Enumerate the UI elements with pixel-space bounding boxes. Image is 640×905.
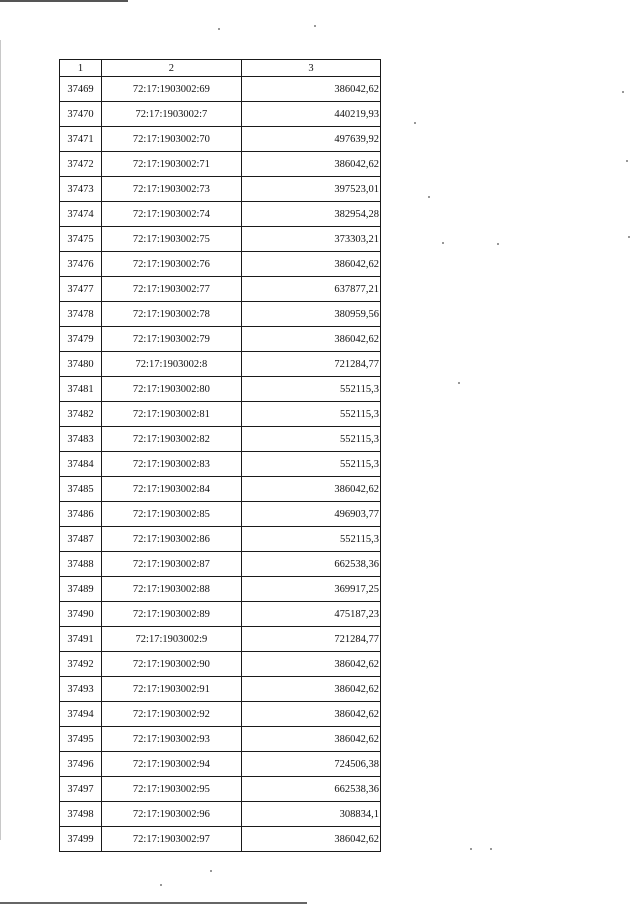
cadastral-number-cell: 72:17:1903002:71 bbox=[101, 152, 241, 177]
cadastral-number-cell: 72:17:1903002:76 bbox=[101, 252, 241, 277]
row-number-cell: 37476 bbox=[60, 252, 102, 277]
table-row bbox=[60, 352, 381, 377]
row-number-cell: 37477 bbox=[60, 277, 102, 302]
column-header-1: 1 bbox=[60, 60, 102, 77]
cadastral-number-cell: 72:17:1903002:90 bbox=[101, 652, 241, 677]
scan-speck bbox=[458, 382, 460, 384]
scan-speck bbox=[210, 870, 212, 872]
cadastral-number-cell: 72:17:1903002:83 bbox=[101, 452, 241, 477]
table-row bbox=[60, 602, 381, 627]
cadastral-number-cell: 72:17:1903002:70 bbox=[101, 127, 241, 152]
table-body bbox=[60, 77, 381, 852]
value-cell: 552115,3 bbox=[241, 452, 380, 477]
cadastral-number-cell: 72:17:1903002:86 bbox=[101, 527, 241, 552]
table-row bbox=[60, 777, 381, 802]
cadastral-number-cell: 72:17:1903002:81 bbox=[101, 402, 241, 427]
value-cell: 386042,62 bbox=[241, 677, 380, 702]
row-number-cell: 37478 bbox=[60, 302, 102, 327]
row-number-cell: 37475 bbox=[60, 227, 102, 252]
scan-speck bbox=[218, 28, 220, 30]
value-cell: 386042,62 bbox=[241, 727, 380, 752]
cadastral-number-cell: 72:17:1903002:82 bbox=[101, 427, 241, 452]
cadastral-number-cell: 72:17:1903002:77 bbox=[101, 277, 241, 302]
table-row bbox=[60, 252, 381, 277]
scan-speck bbox=[622, 91, 624, 93]
value-cell: 386042,62 bbox=[241, 702, 380, 727]
value-cell: 552115,3 bbox=[241, 402, 380, 427]
value-cell: 552115,3 bbox=[241, 377, 380, 402]
value-cell: 721284,77 bbox=[241, 627, 380, 652]
cadastral-number-cell: 72:17:1903002:94 bbox=[101, 752, 241, 777]
value-cell: 397523,01 bbox=[241, 177, 380, 202]
value-cell: 308834,1 bbox=[241, 802, 380, 827]
value-cell: 386042,62 bbox=[241, 652, 380, 677]
table-row bbox=[60, 452, 381, 477]
scan-edge-top bbox=[0, 0, 128, 2]
cadastral-number-cell: 72:17:1903002:92 bbox=[101, 702, 241, 727]
table-row bbox=[60, 177, 381, 202]
cadastral-number-cell: 72:17:1903002:7 bbox=[101, 102, 241, 127]
scan-edge-left bbox=[0, 40, 1, 840]
value-cell: 440219,93 bbox=[241, 102, 380, 127]
table-row bbox=[60, 677, 381, 702]
table-row bbox=[60, 652, 381, 677]
row-number-cell: 37498 bbox=[60, 802, 102, 827]
scan-speck bbox=[628, 236, 630, 238]
row-number-cell: 37471 bbox=[60, 127, 102, 152]
table-row bbox=[60, 502, 381, 527]
scan-speck bbox=[470, 848, 472, 850]
cadastral-value-table bbox=[59, 59, 381, 852]
value-cell: 552115,3 bbox=[241, 527, 380, 552]
table-row bbox=[60, 77, 381, 102]
row-number-cell: 37496 bbox=[60, 752, 102, 777]
row-number-cell: 37469 bbox=[60, 77, 102, 102]
row-number-cell: 37490 bbox=[60, 602, 102, 627]
row-number-cell: 37495 bbox=[60, 727, 102, 752]
table-row bbox=[60, 427, 381, 452]
row-number-cell: 37472 bbox=[60, 152, 102, 177]
cadastral-number-cell: 72:17:1903002:95 bbox=[101, 777, 241, 802]
value-cell: 386042,62 bbox=[241, 827, 380, 852]
value-cell: 369917,25 bbox=[241, 577, 380, 602]
cadastral-number-cell: 72:17:1903002:84 bbox=[101, 477, 241, 502]
value-cell: 662538,36 bbox=[241, 777, 380, 802]
value-cell: 386042,62 bbox=[241, 252, 380, 277]
scan-speck bbox=[314, 25, 316, 27]
value-cell: 637877,21 bbox=[241, 277, 380, 302]
cadastral-number-cell: 72:17:1903002:80 bbox=[101, 377, 241, 402]
value-cell: 386042,62 bbox=[241, 477, 380, 502]
cadastral-number-cell: 72:17:1903002:74 bbox=[101, 202, 241, 227]
row-number-cell: 37482 bbox=[60, 402, 102, 427]
value-cell: 380959,56 bbox=[241, 302, 380, 327]
scan-speck bbox=[490, 848, 492, 850]
table-row bbox=[60, 702, 381, 727]
row-number-cell: 37474 bbox=[60, 202, 102, 227]
row-number-cell: 37499 bbox=[60, 827, 102, 852]
table-row bbox=[60, 577, 381, 602]
value-cell: 386042,62 bbox=[241, 327, 380, 352]
column-header-3: 3 bbox=[241, 60, 380, 77]
row-number-cell: 37485 bbox=[60, 477, 102, 502]
row-number-cell: 37491 bbox=[60, 627, 102, 652]
scan-speck bbox=[626, 160, 628, 162]
table-row bbox=[60, 802, 381, 827]
table-row bbox=[60, 102, 381, 127]
cadastral-number-cell: 72:17:1903002:87 bbox=[101, 552, 241, 577]
table-row bbox=[60, 527, 381, 552]
cadastral-number-cell: 72:17:1903002:8 bbox=[101, 352, 241, 377]
table-row bbox=[60, 552, 381, 577]
value-cell: 662538,36 bbox=[241, 552, 380, 577]
table-row bbox=[60, 227, 381, 252]
scan-speck bbox=[497, 243, 499, 245]
row-number-cell: 37473 bbox=[60, 177, 102, 202]
table-row bbox=[60, 402, 381, 427]
cadastral-number-cell: 72:17:1903002:89 bbox=[101, 602, 241, 627]
row-number-cell: 37488 bbox=[60, 552, 102, 577]
cadastral-number-cell: 72:17:1903002:79 bbox=[101, 327, 241, 352]
cadastral-number-cell: 72:17:1903002:85 bbox=[101, 502, 241, 527]
value-cell: 382954,28 bbox=[241, 202, 380, 227]
value-cell: 386042,62 bbox=[241, 77, 380, 102]
value-cell: 497639,92 bbox=[241, 127, 380, 152]
table-row bbox=[60, 127, 381, 152]
row-number-cell: 37489 bbox=[60, 577, 102, 602]
table-row bbox=[60, 627, 381, 652]
row-number-cell: 37486 bbox=[60, 502, 102, 527]
table-row bbox=[60, 152, 381, 177]
cadastral-number-cell: 72:17:1903002:96 bbox=[101, 802, 241, 827]
value-cell: 386042,62 bbox=[241, 152, 380, 177]
table-row bbox=[60, 827, 381, 852]
scan-speck bbox=[442, 242, 444, 244]
cadastral-number-cell: 72:17:1903002:88 bbox=[101, 577, 241, 602]
cadastral-number-cell: 72:17:1903002:69 bbox=[101, 77, 241, 102]
scan-speck bbox=[160, 884, 162, 886]
cadastral-number-cell: 72:17:1903002:75 bbox=[101, 227, 241, 252]
row-number-cell: 37483 bbox=[60, 427, 102, 452]
scan-edge-bottom bbox=[0, 902, 307, 904]
table-row bbox=[60, 277, 381, 302]
table-row bbox=[60, 477, 381, 502]
scan-speck bbox=[414, 122, 416, 124]
cadastral-number-cell: 72:17:1903002:93 bbox=[101, 727, 241, 752]
row-number-cell: 37487 bbox=[60, 527, 102, 552]
row-number-cell: 37480 bbox=[60, 352, 102, 377]
table-row bbox=[60, 377, 381, 402]
table-row bbox=[60, 327, 381, 352]
row-number-cell: 37494 bbox=[60, 702, 102, 727]
table-row bbox=[60, 752, 381, 777]
cadastral-number-cell: 72:17:1903002:97 bbox=[101, 827, 241, 852]
row-number-cell: 37484 bbox=[60, 452, 102, 477]
value-cell: 724506,38 bbox=[241, 752, 380, 777]
row-number-cell: 37492 bbox=[60, 652, 102, 677]
row-number-cell: 37493 bbox=[60, 677, 102, 702]
table-row bbox=[60, 727, 381, 752]
scan-speck bbox=[428, 196, 430, 198]
value-cell: 496903,77 bbox=[241, 502, 380, 527]
row-number-cell: 37479 bbox=[60, 327, 102, 352]
value-cell: 373303,21 bbox=[241, 227, 380, 252]
value-cell: 721284,77 bbox=[241, 352, 380, 377]
row-number-cell: 37470 bbox=[60, 102, 102, 127]
cadastral-number-cell: 72:17:1903002:78 bbox=[101, 302, 241, 327]
value-cell: 475187,23 bbox=[241, 602, 380, 627]
cadastral-number-cell: 72:17:1903002:9 bbox=[101, 627, 241, 652]
table-row bbox=[60, 202, 381, 227]
cadastral-number-cell: 72:17:1903002:73 bbox=[101, 177, 241, 202]
row-number-cell: 37481 bbox=[60, 377, 102, 402]
header-row bbox=[60, 60, 381, 77]
table-row bbox=[60, 302, 381, 327]
row-number-cell: 37497 bbox=[60, 777, 102, 802]
value-cell: 552115,3 bbox=[241, 427, 380, 452]
column-header-2: 2 bbox=[101, 60, 241, 77]
cadastral-number-cell: 72:17:1903002:91 bbox=[101, 677, 241, 702]
